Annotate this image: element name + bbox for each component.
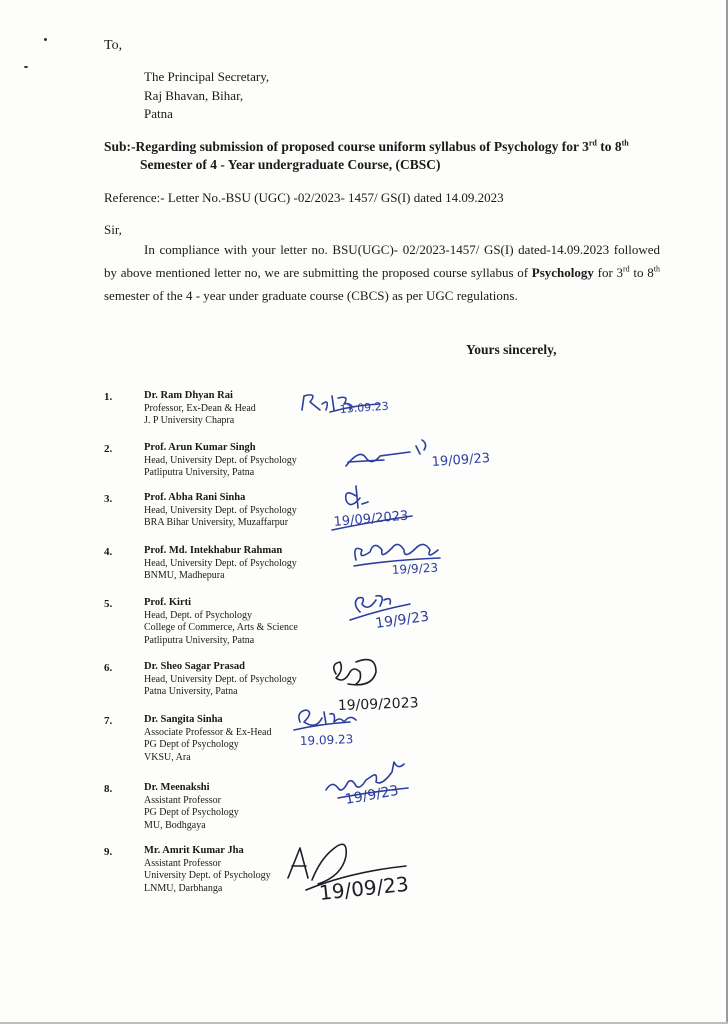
svg-text:19/9/23: 19/9/23 <box>391 560 439 577</box>
body-text: semester of the 4 - year under graduate course (CBCS) as per UGC regulations. <box>104 288 518 303</box>
signatory-number: 9. <box>104 846 113 858</box>
signatory-number: 5. <box>104 598 113 610</box>
signature-5 <box>350 596 430 632</box>
signature-4 <box>354 544 440 577</box>
signature-7 <box>294 710 356 748</box>
signatory-name: Dr. Sangita Sinha <box>144 714 223 725</box>
svg-text:19/09/23: 19/09/23 <box>431 450 491 470</box>
address-line: Patna <box>144 106 173 121</box>
signature-2 <box>346 440 491 470</box>
svg-text:19/9/23: 19/9/23 <box>343 782 400 808</box>
superscript: th <box>621 138 629 148</box>
signatory-detail: Head, University Dept. of Psychology <box>144 454 297 466</box>
subject-text: to 8 <box>596 139 622 154</box>
signatory-detail: Head, University Dept. of Psychology <box>144 673 297 685</box>
body-bold-subject: Psychology <box>531 265 594 280</box>
svg-text:19/9/23: 19/9/23 <box>374 608 431 632</box>
signatory-detail: Patna University, Patna <box>144 686 238 697</box>
address-line: The Principal Secretary, <box>144 69 270 84</box>
body-text: to 8 <box>629 265 654 280</box>
signature-9 <box>288 844 410 905</box>
superscript: rd <box>588 138 597 148</box>
signatory-name: Dr. Meenakshi <box>144 782 210 793</box>
salutation: Sir, <box>104 222 122 237</box>
signatory-number: 4. <box>104 546 113 558</box>
addressee-to: To, <box>104 38 123 53</box>
signatory-detail: Head, University Dept. of Psychology <box>144 557 297 569</box>
body-text: In compliance with your letter no. BSU(UGC)- 02/2023-1457/ GS(I) dated-14.09.2023 followed by above mentioned letter no, we are submitting the proposed course syllabus of <box>104 242 660 280</box>
signatory-detail: MU, Bodhgaya <box>144 819 206 831</box>
signatory-detail: Patliputra University, Patna <box>144 467 255 478</box>
signatory-detail: J. P University Chapra <box>144 415 235 426</box>
signatory-detail: Head, University Dept. of Psychology <box>144 504 297 516</box>
signatory-number: 6. <box>104 662 113 674</box>
signatory-number: 1. <box>104 391 113 403</box>
signatory-detail: Associate Professor & Ex-Head <box>144 726 272 738</box>
signatory-detail: BRA Bihar University, Muzaffarpur <box>144 517 289 528</box>
superscript: rd <box>623 264 630 274</box>
address-line: Raj Bhavan, Bihar, <box>144 87 244 103</box>
signature-6 <box>334 660 419 714</box>
signatory-name: Dr. Sheo Sagar Prasad <box>144 661 245 672</box>
signatory-detail: Head, Dept. of Psychology <box>144 609 253 621</box>
reference-line: Reference:- Letter No.-BSU (UGC) -02/2023- 1457/ GS(I) dated 14.09.2023 <box>104 190 504 205</box>
signatory-number: 8. <box>104 783 113 795</box>
signatory-detail: Assistant Professor <box>144 857 221 869</box>
signatory-number: 7. <box>104 715 113 727</box>
signatory-detail: PG Dept of Psychology <box>144 739 239 750</box>
signatory-name: Prof. Abha Rani Sinha <box>144 492 246 503</box>
signatory-detail: VKSU, Ara <box>144 751 191 763</box>
signatory-detail: Patliputra University, Patna <box>144 634 255 646</box>
signatory-detail: College of Commerce, Arts & Science <box>144 622 298 633</box>
svg-text:19.09.23: 19.09.23 <box>299 732 354 748</box>
body-text: for 3 <box>593 265 624 280</box>
signatory-detail: LNMU, Darbhanga <box>144 882 223 894</box>
signature-8 <box>326 762 408 808</box>
signatory-name: Mr. Amrit Kumar Jha <box>144 845 244 856</box>
subject-text-line2: Semester of 4 - Year undergraduate Course, (CBSC) <box>140 157 441 172</box>
signatory-number: 3. <box>104 493 113 505</box>
signature-1 <box>302 395 389 416</box>
signatory-detail: BNMU, Madhepura <box>144 570 225 581</box>
signatory-detail: Professor, Ex-Dean & Head <box>144 402 256 414</box>
svg-text:19/09/23: 19/09/23 <box>318 871 410 905</box>
signatory-name: Dr. Ram Dhyan Rai <box>144 390 233 401</box>
signatory-name: Prof. Arun Kumar Singh <box>144 442 256 453</box>
signatory-detail: University Dept. of Psychology <box>144 870 271 881</box>
svg-text:19/09/2023: 19/09/2023 <box>333 508 410 530</box>
signatory-number: 2. <box>104 443 113 455</box>
signatory-name: Prof. Kirti <box>144 597 192 608</box>
signatory-name: Prof. Md. Intekhabur Rahman <box>144 545 283 556</box>
signatory-detail: Assistant Professor <box>144 794 221 806</box>
closing: Yours sincerely, <box>466 342 557 357</box>
signatory-detail: PG Dept of Psychology <box>144 807 239 818</box>
svg-text:19/09/2023: 19/09/2023 <box>337 695 419 714</box>
signature-3 <box>332 486 412 530</box>
svg-text:13.09.23: 13.09.23 <box>339 399 390 416</box>
superscript: th <box>653 264 660 274</box>
subject-text: Sub:-Regarding submission of proposed course uniform syllabus of Psychology for 3 <box>104 139 589 154</box>
